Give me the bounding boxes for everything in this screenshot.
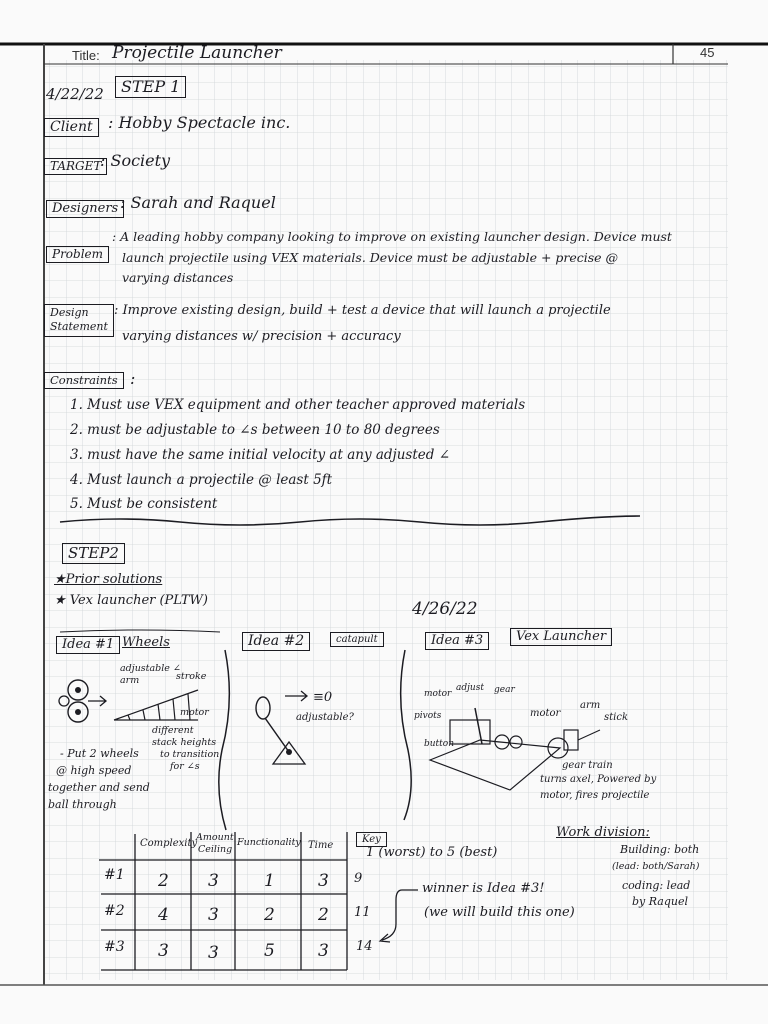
page-title: Projectile Launcher: [112, 43, 282, 63]
matrix-header: Complexity: [140, 838, 198, 849]
client-value: : Hobby Spectacle inc.: [108, 113, 291, 132]
idea3-note: gear train: [562, 760, 613, 771]
idea2-name: catapult: [330, 632, 384, 647]
design-line: varying distances w/ precision + accuracy: [122, 329, 401, 344]
idea3-note: motor: [424, 689, 452, 699]
idea1-note: arm: [120, 675, 140, 686]
winner-text: winner is Idea #3!: [422, 881, 545, 896]
idea1-note: adjustable ∠: [120, 663, 181, 674]
idea3-label: Idea #3: [425, 632, 489, 650]
matrix-row-label: #3: [104, 939, 125, 955]
idea3-note: turns axel, Powered by: [540, 774, 657, 785]
matrix-cell: 2: [264, 905, 275, 925]
matrix-cell: 3: [318, 871, 329, 891]
work-division-heading: Work division:: [556, 825, 650, 840]
idea2-sketch: [245, 680, 365, 790]
designers-value: : Sarah and Raquel: [120, 193, 276, 212]
idea3-name: Vex Launcher: [510, 628, 612, 646]
constraint-item: 2. must be adjustable to ∠s between 10 to 80 degrees: [70, 422, 440, 438]
idea3-note: pivots: [414, 711, 442, 721]
matrix-cell: 3: [158, 941, 169, 961]
matrix-cell: 3: [208, 905, 219, 925]
step2-date: 4/26/22: [412, 599, 478, 619]
matrix-total: 14: [356, 939, 373, 954]
matrix-row-label: #1: [104, 867, 125, 883]
problem-line: : A leading hobby company looking to improve on existing launcher design. Device must: [112, 229, 672, 244]
work-division-line: (lead: both/Sarah): [612, 861, 700, 872]
idea1-note: for ∠s: [170, 761, 200, 772]
problem-label: Problem: [46, 246, 109, 263]
matrix-cell: 1: [264, 871, 275, 891]
matrix-header-2: Ceiling: [198, 844, 233, 855]
constraints-label: Constraints: [44, 372, 124, 389]
matrix-header: Amount: [196, 832, 234, 843]
matrix-header: Functionality: [237, 837, 301, 848]
idea3-note: adjust: [456, 683, 484, 693]
idea2-note: adjustable?: [296, 712, 354, 723]
prior-item: ★ Vex launcher (PLTW): [54, 593, 208, 608]
idea3-note: button: [424, 739, 455, 749]
idea1-desc: ball through: [48, 798, 117, 811]
idea1-label: Idea #1: [56, 636, 120, 654]
idea1-note: motor: [180, 707, 209, 718]
design-line: : Improve existing design, build + test a device that will launch a projectile: [114, 303, 611, 318]
problem-line: varying distances: [122, 270, 234, 285]
key-text: 1 (worst) to 5 (best): [366, 845, 498, 860]
design-statement-label: [44, 304, 114, 337]
work-division-line: by Raquel: [632, 895, 688, 908]
idea1-note: stack heights: [152, 737, 217, 748]
matrix-cell: 2: [158, 871, 169, 891]
step1-heading: STEP 1: [115, 76, 186, 98]
idea1-desc: - Put 2 wheels: [60, 747, 139, 760]
constraint-item: 3. must have the same initial velocity at any adjusted ∠: [70, 447, 451, 463]
constraint-item: 1. Must use VEX equipment and other teacher approved materials: [70, 397, 526, 413]
step1-date: 4/22/22: [46, 85, 104, 103]
key-label: Key: [356, 832, 387, 847]
matrix-row-label: #2: [104, 903, 125, 919]
idea3-note: motor: [530, 708, 561, 719]
winner-note: (we will build this one): [424, 905, 575, 920]
step2-heading: STEP2: [62, 543, 125, 564]
work-division-line: Building: both: [620, 843, 700, 856]
idea1-note: different: [152, 725, 194, 736]
matrix-cell: 4: [158, 905, 169, 925]
matrix-total: 11: [354, 905, 371, 920]
idea3-note: stick: [604, 712, 629, 723]
matrix-cell: 3: [208, 943, 219, 963]
idea1-note: stroke: [176, 671, 207, 682]
prior-solutions: ★Prior solutions: [54, 572, 163, 587]
idea1-note: to transition: [160, 749, 220, 760]
matrix-header: Time: [308, 840, 334, 851]
matrix-cell: 5: [264, 941, 275, 961]
design-label-line: Design: [50, 306, 89, 319]
idea1-desc: @ high speed: [56, 764, 132, 777]
constraints-colon: :: [130, 369, 136, 388]
matrix-cell: 3: [208, 871, 219, 891]
design-label-line: Statement: [50, 320, 108, 334]
designers-label: Designers: [46, 200, 124, 218]
idea3-note: arm: [580, 700, 601, 711]
page-number: 45: [700, 45, 715, 60]
matrix-total: 9: [354, 871, 363, 886]
idea3-note: gear: [494, 685, 515, 695]
idea3-note: motor, fires projectile: [540, 790, 650, 801]
title-label: Title:: [72, 48, 100, 63]
work-division-line: coding: lead: [622, 879, 691, 892]
target-value: : Society: [100, 151, 171, 170]
idea2-label: Idea #2: [242, 632, 310, 651]
idea1-desc: together and send: [48, 781, 150, 794]
constraint-item: 5. Must be consistent: [70, 496, 218, 512]
idea1-name: Wheels: [122, 635, 170, 650]
matrix-cell: 3: [318, 941, 329, 961]
svg-text:≡0: ≡0: [313, 690, 333, 705]
matrix-cell: 2: [318, 905, 329, 925]
problem-line: launch projectile using VEX materials. Device must be adjustable + precise @: [122, 250, 619, 265]
constraint-item: 4. Must launch a projectile @ least 5ft: [70, 472, 333, 488]
client-label: Client: [44, 118, 99, 137]
target-label: TARGET: [44, 158, 107, 175]
